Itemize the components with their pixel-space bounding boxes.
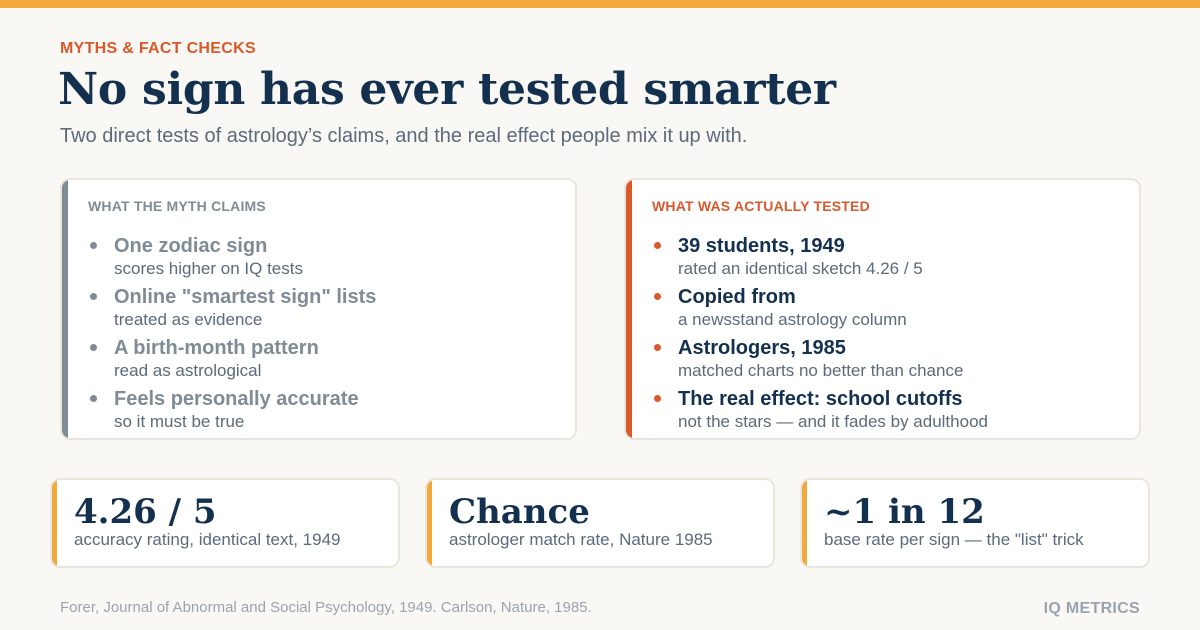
fact-list	[654, 234, 1129, 438]
myth-item-sub: treated as evidence	[114, 310, 263, 329]
fact-item-title: 39 students, 1949	[678, 235, 845, 257]
myth-item-title: A birth-month pattern	[114, 337, 319, 359]
stat-value: 4.26 / 5	[74, 492, 217, 532]
myth-item-title: Feels personally accurate	[114, 388, 359, 410]
myth-panel-accent	[62, 180, 68, 438]
list-item	[654, 234, 1129, 285]
list-item	[654, 336, 1129, 387]
fact-item-title: Copied from	[678, 286, 796, 308]
myth-item-sub: so it must be true	[114, 412, 245, 431]
stat-card-base-rate	[800, 478, 1150, 568]
bullet-dot-icon	[654, 395, 661, 402]
bullet-dot-icon	[90, 242, 97, 249]
fact-item-sub: rated an identical sketch 4.26 / 5	[678, 259, 923, 278]
stat-label: accuracy rating, identical text, 1949	[74, 530, 341, 549]
myth-item-title: One zodiac sign	[114, 235, 268, 257]
page-title: No sign has ever tested smarter	[58, 64, 836, 115]
list-item	[90, 336, 565, 387]
fact-panel-heading: WHAT WAS ACTUALLY TESTED	[652, 198, 870, 214]
list-item	[90, 285, 565, 336]
fact-panel	[624, 178, 1141, 440]
myth-panel	[60, 178, 577, 440]
eyebrow-label: MYTHS & FACT CHECKS	[60, 40, 256, 57]
fact-item-sub: matched charts no better than chance	[678, 361, 964, 380]
myth-list	[90, 234, 565, 438]
fact-panel-accent	[626, 180, 632, 438]
list-item	[654, 285, 1129, 336]
bullet-dot-icon	[654, 344, 661, 351]
fact-item-title: The real effect: school cutoffs	[678, 388, 963, 410]
list-item	[654, 387, 1129, 438]
myth-item-sub: scores higher on IQ tests	[114, 259, 303, 278]
stat-card-accent	[427, 480, 432, 566]
bullet-dot-icon	[90, 395, 97, 402]
stat-card-rating	[50, 478, 400, 568]
bullet-dot-icon	[90, 344, 97, 351]
myth-panel-heading: WHAT THE MYTH CLAIMS	[88, 198, 266, 214]
bullet-dot-icon	[90, 293, 97, 300]
stat-label: astrologer match rate, Nature 1985	[449, 530, 713, 549]
stat-label: base rate per sign — the "list" trick	[824, 530, 1084, 549]
top-accent-bar	[0, 0, 1200, 8]
fact-item-title: Astrologers, 1985	[678, 337, 846, 359]
bullet-dot-icon	[654, 242, 661, 249]
brand-logo-text: IQ METRICS	[1043, 600, 1140, 617]
bullet-dot-icon	[654, 293, 661, 300]
stat-card-accent	[52, 480, 57, 566]
stat-card-chance	[425, 478, 775, 568]
stat-value: ~1 in 12	[824, 492, 985, 532]
fact-item-sub: not the stars — and it fades by adulthood	[678, 412, 988, 431]
fact-item-sub: a newsstand astrology column	[678, 310, 907, 329]
page-subtitle: Two direct tests of astrology’s claims, and the real effect people mix it up with.	[60, 125, 748, 147]
myth-item-title: Online "smartest sign" lists	[114, 286, 377, 308]
list-item	[90, 234, 565, 285]
stat-value: Chance	[449, 492, 590, 532]
source-citation: Forer, Journal of Abnormal and Social Psychology, 1949. Carlson, Nature, 1985.	[60, 599, 592, 616]
stat-card-accent	[802, 480, 807, 566]
myth-item-sub: read as astrological	[114, 361, 262, 380]
list-item	[90, 387, 565, 438]
